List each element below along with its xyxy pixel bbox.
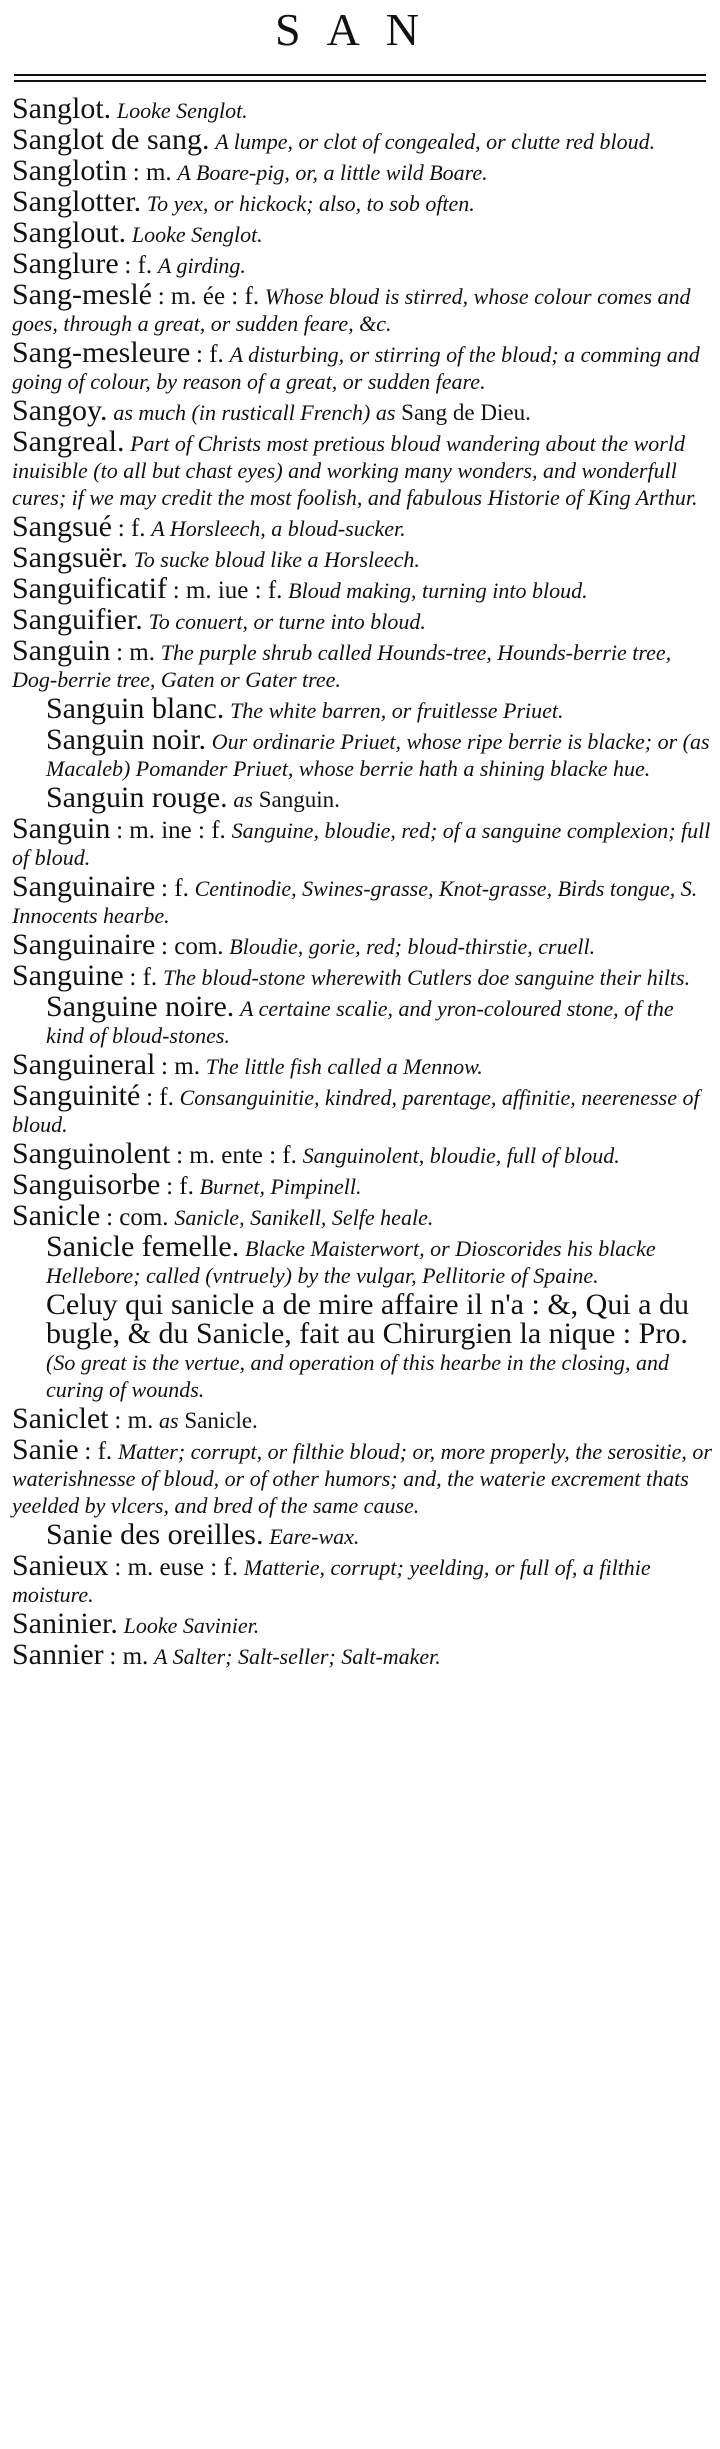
entry-grammar-note: : m. — [116, 639, 155, 666]
dictionary-entry — [12, 959, 712, 992]
entry-grammar-note: : f. — [166, 1173, 194, 1200]
dictionary-entry — [12, 1402, 712, 1435]
entry-definition: A Boare-pig, or, a little wild Boare. — [177, 160, 488, 185]
entry-definition: To yex, or hickock; also, to sob often. — [146, 191, 475, 216]
entry-grammar-note: : f. — [161, 875, 189, 902]
entry-headword: Sanguificatif — [12, 572, 167, 605]
entry-headword: Sangreal. — [12, 425, 125, 458]
entry-cross-reference: Sanguin. — [258, 787, 340, 812]
entry-headword: Sanguinaire — [12, 928, 156, 961]
dictionary-entry — [12, 154, 712, 187]
entry-cross-reference: Sang de Dieu. — [401, 400, 531, 425]
entry-headword: Sanicle — [12, 1199, 101, 1232]
dictionary-entry — [12, 123, 712, 156]
entry-definition: A Salter; Salt-seller; Salt-maker. — [154, 1644, 441, 1669]
dictionary-entry — [12, 990, 712, 1049]
entry-headword: Sanguin noir. — [46, 723, 207, 756]
entry-definition: Looke Senglot. — [131, 222, 263, 247]
entry-definition: Consanguinitie, kindred, parentage, affinitie, neerenesse of bloud. — [12, 1085, 700, 1137]
entry-headword: Sanglot de sang. — [12, 123, 210, 156]
entry-headword: Sanglotter. — [12, 185, 142, 218]
entry-definition: The little fish called a Mennow. — [205, 1054, 483, 1079]
dictionary-entry — [12, 870, 712, 929]
entry-headword: Saniclet — [12, 1402, 109, 1435]
entry-definition: A lumpe, or clot of congealed, or clutte red bloud. — [215, 129, 656, 154]
dictionary-entry — [12, 216, 712, 249]
dictionary-entry — [12, 1199, 712, 1232]
entry-headword: Sanglotin — [12, 154, 128, 187]
dictionary-entry — [12, 1433, 712, 1519]
dictionary-entry — [12, 1518, 712, 1551]
entry-definition: A Horsleech, a bloud-sucker. — [151, 516, 406, 541]
entry-headword: Sanguineral — [12, 1048, 156, 1081]
entry-grammar-note: : com. — [106, 1204, 169, 1231]
entry-definition: A certaine scalie, and yron-coloured stone, of the kind of bloud-stones. — [46, 996, 674, 1048]
entry-headword: Sang-meslé — [12, 278, 152, 311]
entry-grammar-note: : com. — [161, 933, 224, 960]
entry-grammar-note: : f. — [124, 252, 153, 279]
entry-headword: Sanguin — [12, 634, 111, 667]
entry-definition: The purple shrub called Hounds-tree, Hounds-berrie tree, Dog-berrie tree, Gaten or Gater tree. — [12, 640, 672, 692]
dictionary-entry — [12, 336, 712, 395]
entry-definition: To conuert, or turne into bloud. — [148, 609, 426, 634]
dictionary-entry — [12, 572, 712, 605]
entry-definition: Whose bloud is stirred, whose colour comes and goes, through a great, or sudden feare, &c. — [12, 284, 691, 336]
entry-grammar-note: : f. — [129, 964, 158, 991]
entry-headword: Sanicle femelle. — [46, 1230, 240, 1263]
entry-grammar-note: : m. — [109, 1643, 149, 1670]
entry-headword: Sanguin rouge. — [46, 781, 228, 814]
entry-grammar-note: : m. euse : f. — [114, 1554, 238, 1581]
entry-headword: Sanguinolent — [12, 1137, 171, 1170]
entry-grammar-note: : f. — [196, 341, 224, 368]
entry-definition: (So great is the vertue, and operation of this hearbe in the closing, and curing of wounds. — [46, 1350, 670, 1402]
page-header: SAN — [274, 4, 446, 55]
entry-list — [12, 92, 712, 1672]
entry-headword: Sanglot. — [12, 92, 112, 125]
entry-definition: To sucke bloud like a Horsleech. — [133, 547, 420, 572]
entry-definition: Bloudie, gorie, red; bloud-thirstie, cruell. — [229, 934, 596, 959]
entry-headword: Sang-mesleure — [12, 336, 191, 369]
entry-headword: Sangsuër. — [12, 541, 128, 574]
dictionary-entry — [12, 723, 712, 782]
entry-headword: Sanguin blanc. — [46, 692, 225, 725]
entry-definition: The white barren, or fruitlesse Priuet. — [230, 698, 564, 723]
dictionary-entry — [12, 1079, 712, 1138]
entry-headword: Saninier. — [12, 1607, 118, 1640]
dictionary-entry — [12, 928, 712, 961]
entry-headword: Sanieux — [12, 1549, 109, 1582]
dictionary-entry — [12, 1549, 712, 1608]
dictionary-entry — [12, 1607, 712, 1640]
entry-headword: Sanguinité — [12, 1079, 141, 1112]
entry-headword: Sanguine noire. — [46, 990, 235, 1023]
entry-headword: Sanglure — [12, 247, 119, 280]
entry-headword: Sangsué — [12, 510, 112, 543]
entry-definition: Looke Senglot. — [116, 98, 248, 123]
dictionary-entry — [12, 185, 712, 218]
entry-headword: Celuy qui sanicle a de mire affaire il n'a : &, Qui a du bugle, & du Sanicle, fait au Chirurgien la nique : Pro. — [46, 1288, 689, 1350]
entry-definition: as — [159, 1408, 179, 1433]
dictionary-entry — [12, 781, 712, 814]
entry-grammar-note: : f. — [117, 515, 146, 542]
entry-definition: Our ordinarie Priuet, whose ripe berrie is blacke; or (as Macaleb) Pomander Priuet, whose berrie hath a shining blacke hue. — [46, 729, 710, 781]
dictionary-entry — [12, 1137, 712, 1170]
entry-grammar-note: : m. — [161, 1053, 200, 1080]
entry-definition: Bloud making, turning into bloud. — [288, 578, 588, 603]
entry-definition: Burnet, Pimpinell. — [199, 1174, 362, 1199]
dictionary-entry — [12, 425, 712, 511]
entry-definition: as much (in rusticall French) as — [113, 400, 396, 425]
dictionary-entry — [12, 692, 712, 725]
dictionary-entry — [12, 92, 712, 125]
entry-definition: Matterie, corrupt; yeelding, or full of, a filthie moisture. — [12, 1555, 651, 1607]
entry-definition: Blacke Maisterwort, or Dioscorides his blacke Hellebore; called (vntruely) by the vulgar, Pellitorie of Spaine. — [46, 1236, 656, 1288]
entry-grammar-note: : m. ente : f. — [176, 1142, 297, 1169]
entry-grammar-note: : m. ée : f. — [157, 283, 260, 310]
dictionary-entry — [12, 394, 712, 427]
entry-definition: Matter; corrupt, or filthie bloud; or, more properly, the serositie, or waterishnesse of bloud, or of other humors; and, the waterie excrement thats yeelded by vlcers, and bred of the same cause. — [12, 1439, 712, 1518]
entry-definition: The bloud-stone wherewith Cutlers doe sanguine their hilts. — [162, 965, 691, 990]
entry-headword: Sanglout. — [12, 216, 127, 249]
header-rule-top — [14, 74, 706, 76]
dictionary-entry — [12, 1168, 712, 1201]
entry-definition: A girding. — [157, 253, 246, 278]
dictionary-entry — [12, 1048, 712, 1081]
entry-definition: Sanguinolent, bloudie, full of bloud. — [302, 1143, 620, 1168]
entry-definition: Sanicle, Sanikell, Selfe heale. — [174, 1205, 434, 1230]
dictionary-entry — [12, 634, 712, 693]
entry-headword: Sanguine — [12, 959, 124, 992]
dictionary-entry — [12, 812, 712, 871]
entry-definition: Sanguine, bloudie, red; of a sanguine complexion; full of bloud. — [12, 818, 711, 870]
entry-headword: Sanguifier. — [12, 603, 143, 636]
entry-headword: Sanie — [12, 1433, 79, 1466]
header-rule-bottom — [14, 80, 706, 82]
dictionary-entry — [12, 1288, 712, 1403]
dictionary-entry — [12, 603, 712, 636]
entry-definition: as — [233, 787, 253, 812]
entry-grammar-note: : m. iue : f. — [172, 577, 283, 604]
entry-headword: Sangoy. — [12, 394, 108, 427]
dictionary-entry — [12, 510, 712, 543]
entry-definition: Looke Savinier. — [123, 1613, 260, 1638]
entry-headword: Sannier — [12, 1638, 104, 1671]
dictionary-entry — [12, 1638, 712, 1671]
entry-headword: Sanguinaire — [12, 870, 156, 903]
entry-headword: Sanguisorbe — [12, 1168, 161, 1201]
entry-grammar-note: : f. — [146, 1084, 174, 1111]
entry-grammar-note: : m. — [132, 159, 172, 186]
entry-cross-reference: Sanicle. — [184, 1408, 258, 1433]
entry-definition: Centinodie, Swines-grasse, Knot-grasse, Birds tongue, S. Innocents hearbe. — [12, 876, 698, 928]
entry-headword: Sanie des oreilles. — [46, 1518, 264, 1551]
dictionary-entry — [12, 1230, 712, 1289]
entry-definition: A disturbing, or stirring of the bloud; a comming and going of colour, by reason of a great, or sudden feare. — [12, 342, 700, 394]
entry-definition: Eare-wax. — [269, 1524, 360, 1549]
entry-definition: Part of Christs most pretious bloud wandering about the world inuisible (to all but chast eyes) and working many wonders, and wonderfull cures; if we may credit the most foolish, and fabulous Historie of King Arthur. — [12, 431, 698, 510]
entry-headword: Sanguin — [12, 812, 111, 845]
dictionary-entry — [12, 247, 712, 280]
entry-grammar-note: : f. — [84, 1438, 113, 1465]
dictionary-entry — [12, 278, 712, 337]
entry-grammar-note: : m. ine : f. — [116, 817, 226, 844]
dictionary-entry — [12, 541, 712, 574]
entry-grammar-note: : m. — [114, 1407, 154, 1434]
